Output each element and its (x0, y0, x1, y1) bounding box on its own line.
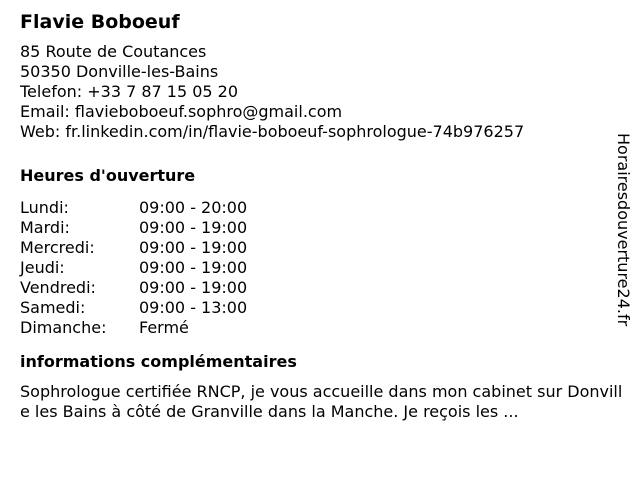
time-value: 09:00 - 20:00 (139, 198, 248, 217)
time-value: 09:00 - 19:00 (139, 258, 248, 277)
web-line: Web: fr.linkedin.com/in/flavie-boboeuf-sophrologue-74b976257 (20, 122, 525, 141)
phone-line: Telefon: +33 7 87 15 05 20 (20, 82, 239, 101)
time-value: 09:00 - 19:00 (139, 238, 248, 257)
day-label: Lundi: (20, 198, 69, 217)
time-value: 09:00 - 13:00 (139, 298, 248, 317)
hours-row-friday (20, 278, 618, 298)
hours-row-tuesday (20, 218, 618, 238)
opening-hours-heading: Heures d'ouverture (20, 166, 196, 185)
additional-info-heading: informations complémentaires (20, 352, 297, 371)
business-name: Flavie Boboeuf (20, 11, 180, 33)
email-line: Email: flavieboboeuf.sophro@gmail.com (20, 102, 343, 121)
contact-block (20, 42, 618, 142)
time-value: 09:00 - 19:00 (139, 278, 248, 297)
time-value: 09:00 - 19:00 (139, 218, 248, 237)
business-card (20, 10, 623, 422)
watermark-text: Horairesdouverture24.fr (614, 133, 633, 327)
hours-row-sunday (20, 318, 618, 338)
address-line-2: 50350 Donville-les-Bains (20, 62, 219, 81)
day-label: Dimanche: (20, 318, 107, 337)
additional-info-text: Sophrologue certifiée RNCP, je vous accueille dans mon cabinet sur Donville les Bains à côté de Granville dans la Manche. Je reçois les ... (20, 382, 623, 421)
opening-hours-table (20, 198, 618, 338)
hours-row-monday (20, 198, 618, 218)
address-line-1: 85 Route de Coutances (20, 42, 207, 61)
hours-row-saturday (20, 298, 618, 318)
time-value: Fermé (139, 318, 189, 337)
day-label: Mardi: (20, 218, 70, 237)
hours-row-thursday (20, 258, 618, 278)
day-label: Samedi: (20, 298, 86, 317)
day-label: Mercredi: (20, 238, 95, 257)
day-label: Vendredi: (20, 278, 96, 297)
day-label: Jeudi: (20, 258, 65, 277)
hours-row-wednesday (20, 238, 618, 258)
